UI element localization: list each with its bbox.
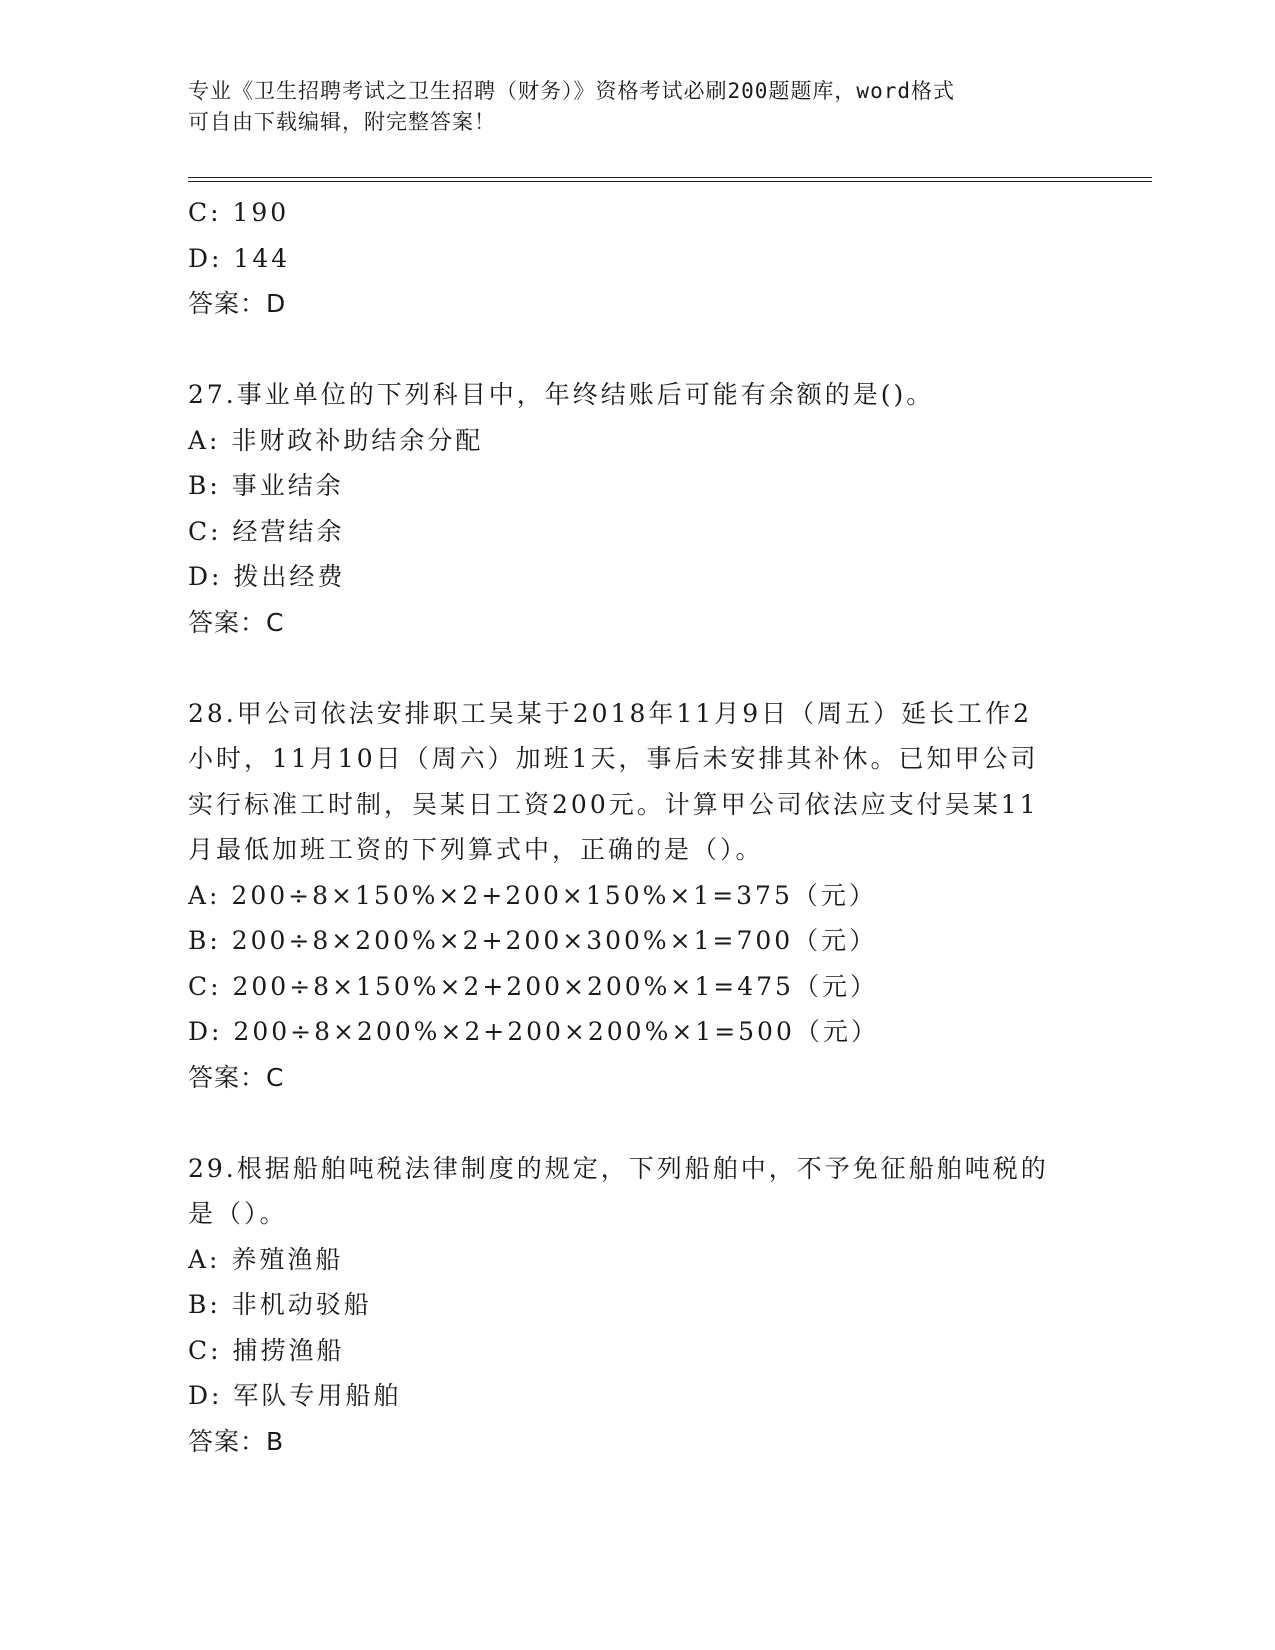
document-header: [188, 76, 1088, 138]
spacer: [188, 1100, 1088, 1146]
question-stem: 是（）。: [188, 1199, 288, 1228]
question-28: [188, 691, 1088, 1101]
question-list: [188, 190, 1088, 1464]
answer-line: 答案：D: [188, 289, 287, 318]
option-c: C: 捕捞渔船: [188, 1335, 345, 1365]
option-b: B: 非机动驳船: [188, 1290, 372, 1319]
header-title-line: 专业《卫生招聘考试之卫生招聘（财务）》资格考试必刷200题题库，word格式: [188, 79, 955, 103]
spacer: [188, 327, 1088, 373]
header-title-line: 可自由下载编辑，附完整答案！: [188, 110, 496, 134]
option-b: B: 事业结余: [188, 471, 344, 500]
question-stem: 29.根据船舶吨税法律制度的规定，下列船舶中，不予免征船舶吨税的: [188, 1153, 1049, 1183]
option-a: A: 200÷8×150%×2+200×150%×1=375（元）: [188, 880, 877, 910]
option-b: B: 200÷8×200%×2+200×300%×1=700（元）: [188, 926, 878, 955]
answer-line: 答案：C: [188, 607, 285, 637]
question-stem: 实行标准工时制，吴某日工资200元。计算甲公司依法应支付吴某11: [188, 789, 1039, 819]
option-d: D: 144: [188, 243, 291, 273]
option-c: C: 200÷8×150%×2+200×200%×1=475（元）: [188, 971, 878, 1001]
question-stem: 月最低加班工资的下列算式中，正确的是（）。: [188, 835, 764, 864]
question-stem: 28.甲公司依法安排职工吴某于2018年11月9日（周五）延长工作2: [188, 698, 1033, 728]
option-d: D: 军队专用船舶: [188, 1381, 402, 1410]
question-stem: 小时，11月10日（周六）加班1天，事后未安排其补休。已知甲公司: [188, 744, 1039, 773]
question-27: [188, 372, 1088, 645]
answer-line: 答案：B: [188, 1426, 285, 1456]
option-d: D: 拨出经费: [188, 562, 346, 591]
option-c: C: 190: [188, 198, 290, 227]
spacer: [188, 645, 1088, 691]
option-a: A: 非财政补助结余分配: [188, 425, 484, 455]
option-a: A: 养殖渔船: [188, 1244, 344, 1274]
question-stem: 27.事业单位的下列科目中，年终结账后可能有余额的是()。: [188, 380, 935, 409]
header-divider: [188, 181, 1152, 182]
option-c: C: 经营结余: [188, 516, 345, 546]
header-divider: [188, 177, 1152, 178]
question-29: [188, 1146, 1088, 1465]
answer-line: 答案：C: [188, 1062, 285, 1092]
option-d: D: 200÷8×200%×2+200×200%×1=500（元）: [188, 1017, 879, 1046]
